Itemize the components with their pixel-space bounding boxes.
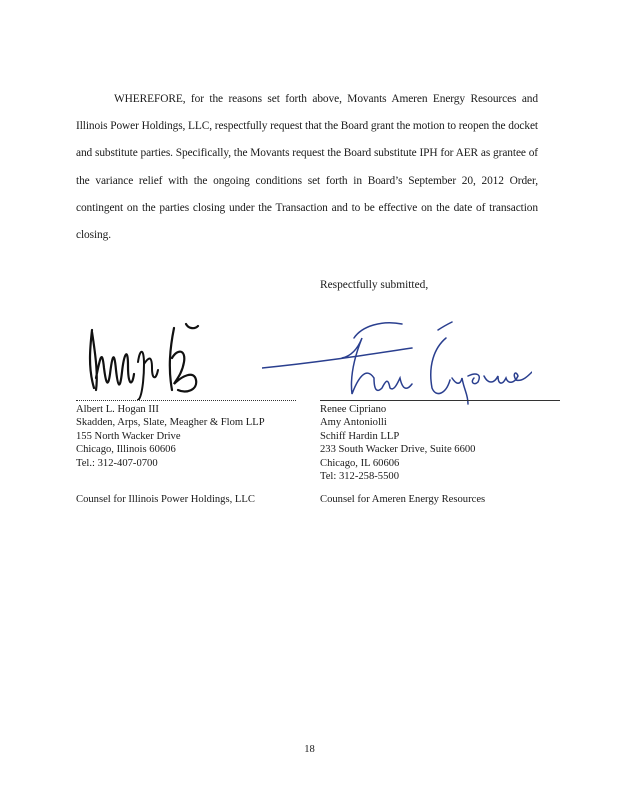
street-address: 233 South Wacker Drive, Suite 6600	[320, 444, 476, 456]
counsel-for-left: Counsel for Illinois Power Holdings, LLC	[76, 494, 255, 505]
signatory-name: Renee Cipriano	[320, 404, 387, 415]
street-address: 155 North Wacker Drive	[76, 430, 181, 442]
signature-line-right	[320, 400, 560, 401]
city-state-zip: Chicago, IL 60606	[320, 457, 400, 469]
counsel-for-right: Counsel for Ameren Energy Resources	[320, 494, 486, 505]
firm-name: Skadden, Arps, Slate, Meagher & Flom LLP	[76, 417, 265, 429]
signature-block-right	[320, 400, 560, 483]
telephone: Tel.: 312-407-0700	[76, 457, 158, 469]
firm-name: Schiff Hardin LLP	[320, 430, 400, 442]
handwritten-signature-left	[82, 318, 212, 400]
telephone: Tel: 312-258-5500	[320, 471, 399, 483]
page-number: 18	[304, 744, 315, 755]
signature-line-left	[76, 400, 296, 401]
body-paragraph	[76, 86, 538, 249]
closing-phrase: Respectfully submitted,	[320, 279, 429, 291]
signatory-name: Albert L. Hogan III	[76, 404, 159, 415]
paragraph-text: WHEREFORE, for the reasons set forth above, Movants Ameren Energy Resources and Illinois Power Holdings, LLC, respectfully request that the Board grant the motion to reopen the docket and substitute parties. Specifically, the Movants request the Board substitute IPH for AER as grantee of the variance relief with the ongoing conditions set forth in Board’s September 20, 2012 Order, contingent on the parties closing under the Transaction and to be effective on the date of transaction closing.	[76, 93, 538, 242]
signature-block-left	[76, 400, 296, 470]
city-state-zip: Chicago, Illinois 60606	[76, 444, 176, 456]
signatory-name-2: Amy Antoniolli	[320, 417, 387, 429]
handwritten-signature-right	[262, 318, 532, 408]
